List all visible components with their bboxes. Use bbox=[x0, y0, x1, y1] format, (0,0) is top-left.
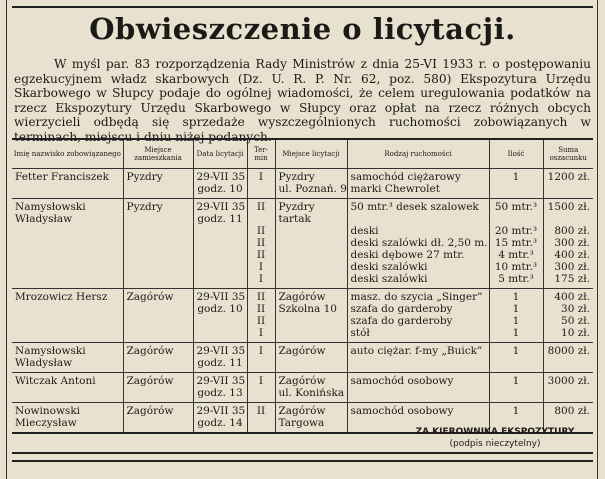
cell-qty-line bbox=[493, 213, 540, 225]
cell-item-line: auto ciężar. f-my „Buick” bbox=[350, 345, 483, 357]
cell-sum-line: 800 zł. bbox=[554, 225, 590, 237]
cell-term bbox=[247, 373, 275, 403]
cell-place-line: Zagórów bbox=[278, 375, 326, 387]
cell-sum bbox=[543, 343, 593, 373]
cell-date-line: 29-VII 35 bbox=[196, 291, 246, 303]
cell-item-line: deski dębowe 27 mtr. bbox=[350, 249, 465, 261]
signature-title: ZA KIEROWNIKA EKSPOZYTURY bbox=[415, 427, 575, 437]
cell-residence: Zagórów bbox=[123, 289, 193, 343]
table-row bbox=[12, 289, 593, 343]
cell-date-line: godz. 14 bbox=[197, 417, 243, 429]
table-row bbox=[12, 373, 593, 403]
cell-item-line: deski szalówki dł. 2,50 m. bbox=[350, 237, 488, 249]
cell-sum-line: 1500 zł. bbox=[547, 201, 590, 213]
cell-date-line: godz. 11 bbox=[197, 357, 243, 369]
cell-residence: Zagórów bbox=[123, 373, 193, 403]
cell-sum-line: 400 zł. bbox=[554, 291, 590, 303]
cell-place bbox=[275, 403, 347, 434]
cell-sum-line: 1200 zł. bbox=[547, 171, 590, 183]
cell-name-line: Mrozowicz Hersz bbox=[15, 291, 108, 303]
cell-name-line: Fetter Franciszek bbox=[15, 171, 109, 183]
cell-place-line: ul. Konińska bbox=[278, 387, 345, 399]
header-qty: Ilość bbox=[489, 139, 543, 169]
cell-qty-line: 1 bbox=[512, 405, 520, 417]
cell-place-line: Pyzdry bbox=[278, 171, 315, 183]
cell-item bbox=[347, 289, 489, 343]
cell-date bbox=[193, 403, 247, 434]
cell-term bbox=[247, 289, 275, 343]
cell-place-line: ul. Poznań. 9 bbox=[278, 183, 347, 195]
cell-date-line: godz. 13 bbox=[197, 387, 243, 399]
cell-item-line: marki Chewrolet bbox=[350, 183, 440, 195]
header-term: Ter-min bbox=[247, 139, 275, 169]
cell-term-line: II bbox=[256, 291, 266, 303]
table-row bbox=[12, 199, 593, 289]
cell-qty-line: 1 bbox=[512, 375, 520, 387]
cell-sum-line: 10 zł. bbox=[561, 327, 590, 339]
cell-item bbox=[347, 199, 489, 289]
cell-qty-line: 1 bbox=[512, 345, 520, 357]
cell-name bbox=[12, 403, 123, 434]
cell-item-line: samochód ciężarowy bbox=[350, 171, 461, 183]
cell-sum-line: 300 zł. bbox=[554, 237, 590, 249]
cell-qty-line: 50 mtr.³ bbox=[494, 201, 538, 213]
cell-qty-line: 4 mtr.³ bbox=[498, 249, 534, 261]
cell-term-line: I bbox=[258, 327, 264, 339]
cell-term-line: II bbox=[256, 225, 266, 237]
footer-rule bbox=[12, 460, 593, 462]
cell-item-line: samochód osobowy bbox=[350, 405, 454, 417]
cell-item-line: stół bbox=[350, 327, 370, 339]
cell-term-line: I bbox=[258, 171, 264, 183]
cell-term-line bbox=[251, 213, 272, 225]
cell-name-line: Władysław bbox=[15, 357, 73, 369]
left-column-rule bbox=[6, 0, 7, 479]
cell-name-line: Namysłowski bbox=[15, 345, 86, 357]
cell-qty-line: 1 bbox=[512, 327, 520, 339]
cell-term-line: I bbox=[258, 375, 264, 387]
cell-place bbox=[275, 373, 347, 403]
table-row bbox=[12, 343, 593, 373]
table-header-row bbox=[12, 139, 593, 169]
notice-intro: W myśl par. 83 rozporządzenia Rady Ministrów z dnia 25-VI 1933 r. o postępowaniu egzekucyjnem władz skarbowych (Dz. U. R. P. Nr. 62, poz. 580) Ekspozytura Urzędu Skarbowego w Słupcy podaje do ogólnej wiadomości, że celem uregulowania podatków na rzecz Ekspozytury Urzędu Skarbowego w Słupcy oraz opłat na rzecz różnych obcych wierzycieli odbędą się sprzedaże wyszczególnionych ruchomości zobowiązanych w terminach, miejscu i dniu niżej podanych. bbox=[14, 57, 591, 144]
cell-qty bbox=[489, 343, 543, 373]
cell-sum bbox=[543, 199, 593, 289]
cell-place-line: tartak bbox=[278, 213, 311, 225]
cell-date-line: godz. 11 bbox=[197, 213, 243, 225]
cell-term-line: II bbox=[256, 249, 266, 261]
cell-term-line: II bbox=[256, 405, 266, 417]
cell-qty-line: 1 bbox=[512, 171, 520, 183]
cell-item-line bbox=[351, 213, 486, 225]
cell-date-line: 29-VII 35 bbox=[196, 405, 246, 417]
cell-sum-line: 30 zł. bbox=[561, 303, 590, 315]
cell-term-line: II bbox=[256, 303, 266, 315]
cell-name bbox=[12, 199, 123, 289]
cell-place bbox=[275, 343, 347, 373]
cell-name-line: Nowinowski bbox=[15, 405, 81, 417]
cell-name-line: Namysłowski bbox=[15, 201, 86, 213]
cell-place-line: Pyzdry bbox=[278, 201, 315, 213]
cell-item-line: deski bbox=[350, 225, 379, 237]
header-item: Rodzaj ruchomości bbox=[347, 139, 489, 169]
cell-name bbox=[12, 373, 123, 403]
cell-residence: Zagórów bbox=[123, 343, 193, 373]
cell-sum-line: 50 zł. bbox=[561, 315, 590, 327]
cell-item bbox=[347, 169, 489, 199]
cell-sum-line: 800 zł. bbox=[554, 405, 590, 417]
cell-name-line: Witczak Antoni bbox=[15, 375, 96, 387]
cell-date bbox=[193, 199, 247, 289]
cell-sum bbox=[543, 289, 593, 343]
cell-date bbox=[193, 373, 247, 403]
cell-sum-line: 8000 zł. bbox=[547, 345, 590, 357]
cell-residence: Pyzdry bbox=[123, 169, 193, 199]
cell-sum-line bbox=[547, 213, 591, 225]
footer-rule bbox=[12, 452, 593, 454]
cell-item-line: masz. do szycia „Singer” bbox=[350, 291, 483, 303]
table-row bbox=[12, 169, 593, 199]
cell-date bbox=[193, 343, 247, 373]
cell-item-line: szafa do garderoby bbox=[350, 315, 453, 327]
cell-item-line: deski szalówki bbox=[350, 273, 428, 285]
cell-item-line: deski szalówki bbox=[350, 261, 428, 273]
cell-name-line: Mieczysław bbox=[15, 417, 77, 429]
cell-qty bbox=[489, 199, 543, 289]
cell-place-line: Zagórów bbox=[278, 345, 326, 357]
cell-date-line: 29-VII 35 bbox=[196, 201, 246, 213]
cell-place-line: Zagórów bbox=[278, 291, 326, 303]
cell-place-line: Targowa bbox=[278, 417, 325, 429]
cell-item-line: 50 mtr.³ desek szalowek bbox=[350, 201, 479, 213]
cell-sum bbox=[543, 169, 593, 199]
header-place: Miejsce licytacji bbox=[275, 139, 347, 169]
cell-term bbox=[247, 199, 275, 289]
cell-date bbox=[193, 289, 247, 343]
cell-date-line: 29-VII 35 bbox=[196, 375, 246, 387]
cell-item-line: samochód osobowy bbox=[350, 375, 454, 387]
cell-qty-line: 15 mtr.³ bbox=[494, 237, 538, 249]
cell-term bbox=[247, 343, 275, 373]
cell-item bbox=[347, 343, 489, 373]
cell-term-line: II bbox=[256, 315, 266, 327]
cell-name bbox=[12, 169, 123, 199]
cell-qty bbox=[489, 373, 543, 403]
cell-date-line: 29-VII 35 bbox=[196, 345, 246, 357]
cell-name bbox=[12, 343, 123, 373]
cell-qty-line: 1 bbox=[512, 315, 520, 327]
cell-place bbox=[275, 169, 347, 199]
cell-term-line: II bbox=[256, 237, 266, 249]
cell-term-line: I bbox=[258, 261, 264, 273]
cell-date-line: godz. 10 bbox=[197, 303, 243, 315]
cell-item-line: szafa do garderoby bbox=[350, 303, 453, 315]
cell-sum-line: 3000 zł. bbox=[547, 375, 590, 387]
cell-qty bbox=[489, 289, 543, 343]
header-name: Imię nazwisko zobowiązanego bbox=[12, 139, 123, 169]
cell-qty bbox=[489, 169, 543, 199]
cell-sum bbox=[543, 373, 593, 403]
cell-item bbox=[347, 373, 489, 403]
cell-place bbox=[275, 199, 347, 289]
cell-sum-line: 300 zł. bbox=[554, 261, 590, 273]
cell-date-line: godz. 10 bbox=[197, 183, 243, 195]
cell-place bbox=[275, 289, 347, 343]
auction-table bbox=[12, 138, 593, 434]
cell-qty-line: 1 bbox=[512, 303, 520, 315]
cell-sum-line: 400 zł. bbox=[554, 249, 590, 261]
cell-term bbox=[247, 403, 275, 434]
cell-place-line: Zagórów bbox=[278, 405, 326, 417]
cell-term-line: I bbox=[258, 345, 264, 357]
header-date: Data licytacji bbox=[193, 139, 247, 169]
cell-qty-line: 5 mtr.³ bbox=[498, 273, 534, 285]
cell-date bbox=[193, 169, 247, 199]
right-column-rule bbox=[597, 0, 598, 479]
cell-name-line: Władysław bbox=[15, 213, 73, 225]
cell-qty-line: 1 bbox=[512, 291, 520, 303]
cell-date-line: 29-VII 35 bbox=[196, 171, 246, 183]
cell-qty-line: 20 mtr.³ bbox=[494, 225, 538, 237]
cell-qty-line: 10 mtr.³ bbox=[494, 261, 538, 273]
cell-sum-line: 175 zł. bbox=[554, 273, 590, 285]
cell-place-line: Szkolna 10 bbox=[278, 303, 337, 315]
signature-note: (podpis nieczytelny) bbox=[449, 439, 541, 449]
cell-term bbox=[247, 169, 275, 199]
header-residence: Miejsce zamieszkania bbox=[123, 139, 193, 169]
signature-block bbox=[410, 426, 580, 450]
top-rule bbox=[12, 6, 593, 8]
cell-residence: Pyzdry bbox=[123, 199, 193, 289]
cell-term-line: I bbox=[258, 273, 264, 285]
cell-name bbox=[12, 289, 123, 343]
notice-title: Obwieszczenie o licytacji. bbox=[89, 12, 516, 46]
cell-term-line: II bbox=[256, 201, 266, 213]
header-sum: Suma oszacunku bbox=[543, 139, 593, 169]
cell-residence: Zagórów bbox=[123, 403, 193, 434]
